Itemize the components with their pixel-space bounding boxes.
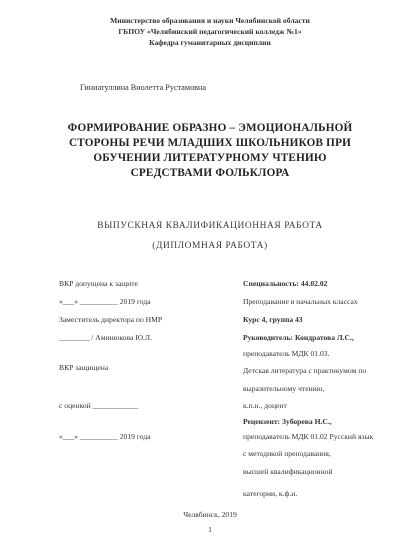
reviewer-category-2: категории, к.ф.н. (243, 489, 298, 498)
specialty-name: Преподавание в начальных классах (243, 297, 358, 306)
admission-date: «___» __________ 2019 года (59, 297, 151, 306)
supervisor-position: преподаватель МДК 01.03. (243, 349, 330, 358)
supervisor: Руководитель: Кондратова Л.С., (243, 333, 354, 342)
title-line-1: ФОРМИРОВАНИЕ ОБРАЗНО – ЭМОЦИОНАЛЬНОЙ (67, 122, 353, 134)
title-line-4: СРЕДСТВАМИ ФОЛЬКЛОРА (130, 167, 290, 179)
work-type: ВЫПУСКНАЯ КВАЛИФИКАЦИОННАЯ РАБОТА (97, 221, 323, 231)
reviewer-position-2: с методикой преподавания, (243, 449, 331, 458)
reviewer-category: высшей квалификационной (243, 467, 333, 476)
city-year: Челябинск, 2019 (183, 510, 237, 519)
supervisor-degree: к.п.н., доцент (243, 401, 287, 410)
header-ministry: Министерство образования и науки Челябинской области (110, 16, 310, 25)
supervisor-subject-2: выразительному чтению, (243, 384, 325, 393)
course-group: Курс 4, группа 43 (243, 315, 303, 324)
deputy-director: Заместитель директора по НМР (59, 315, 163, 324)
title-line-2: СТОРОНЫ РЕЧИ МЛАДШИХ ШКОЛЬНИКОВ ПРИ (68, 137, 352, 149)
reviewer: Рецензент: Зуборева Н.С., (243, 417, 332, 426)
specialty-code: Специальность: 44.02.02 (243, 279, 328, 288)
header-department: Кафедра гуманитарных дисциплин (149, 38, 271, 47)
admitted-label: ВКР допущена к защите (59, 279, 138, 288)
page-number: 1 (208, 525, 212, 534)
author-name: Гиниатуллина Виолетта Рустамовна (80, 83, 207, 92)
supervisor-subject: Детская литература с практикумом по (243, 366, 367, 375)
grade-line: с оценкой ____________ (59, 401, 139, 410)
reviewer-position: преподаватель МДК 01.02 Русский язык (243, 432, 374, 441)
title-line-3: ОБУЧЕНИИ ЛИТЕРАТУРНОМУ ЧТЕНИЮ (93, 152, 327, 164)
work-subtype: (ДИПЛОМНАЯ РАБОТА) (152, 241, 268, 251)
header-college: ГБПОУ «Челябинский педагогический колледж №1» (118, 27, 302, 36)
deputy-signature: ________ / Аминюкова Ю.Л. (59, 333, 152, 342)
defended-label: ВКР защищена (59, 363, 109, 372)
defense-date: «___» __________ 2019 года (59, 432, 151, 441)
